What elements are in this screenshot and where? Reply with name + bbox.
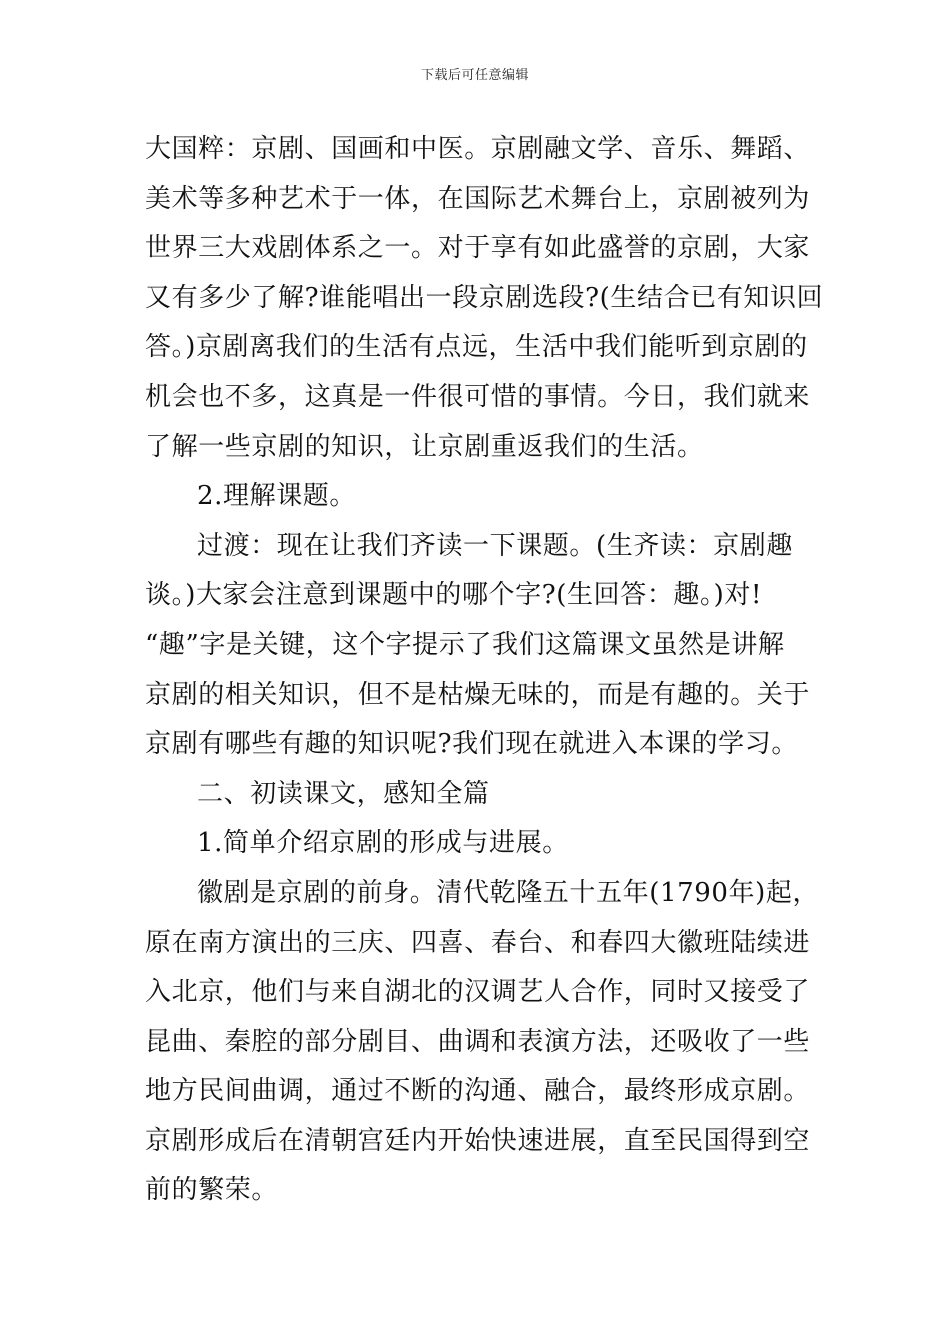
text-line: 徽剧是京剧的前身。清代乾隆五十五年(1790年)起，	[197, 877, 820, 908]
text-line: 原在南方演出的三庆、四喜、春台、和春四大徽班陆续进	[145, 927, 811, 958]
section-heading-understand-title	[145, 472, 810, 522]
text-line: 过渡：现在让我们齐读一下课题。(生齐读：京剧趣	[197, 530, 793, 561]
text-line: 答。)京剧离我们的生活有点远，生活中我们能听到京剧的	[145, 332, 808, 363]
section-heading-first-reading	[145, 770, 810, 820]
text-line: “趣”字是关键，这个字提示了我们这篇课文虽然是讲解	[145, 629, 785, 660]
text-line: 京剧的相关知识，但不是枯燥无味的，而是有趣的。关于	[145, 679, 811, 710]
paragraph-history	[145, 869, 820, 1216]
text-line: 昆曲、秦腔的部分剧目、曲调和表演方法，还吸收了一些	[145, 1026, 811, 1057]
document-body	[145, 125, 824, 1216]
text-line: 机会也不多，这真是一件很可惜的事情。今日，我们就来	[145, 381, 811, 412]
text-line: 1.简单介绍京剧的形成与进展。	[197, 828, 569, 859]
text-line: 美术等多种艺术于一体，在国际艺术舞台上，京剧被列为	[145, 183, 811, 214]
text-line: 前的繁荣。	[145, 1175, 279, 1206]
text-line: 谈。)大家会注意到课题中的哪个字?(生回答：趣。)对!	[145, 580, 763, 611]
text-line: 世界三大戏剧体系之一。对于享有如此盛誉的京剧，大家	[145, 233, 811, 264]
page-header: 下载后可任意编辑	[420, 68, 529, 83]
text-line: 大国粹：京剧、国画和中医。京剧融文学、音乐、舞蹈、	[145, 134, 811, 164]
paragraph-intro	[145, 125, 824, 472]
text-line: 了解一些京剧的知识，让京剧重返我们的生活。	[145, 431, 704, 462]
paragraph-transition	[145, 522, 810, 770]
text-line: 又有多少了解?谁能唱出一段京剧选段?(生结合已有知识回	[145, 282, 824, 313]
section-heading-introduction	[145, 819, 810, 869]
text-line: 入北京，他们与来自湖北的汉调艺人合作，同时又接受了	[145, 977, 811, 1008]
text-line: 地方民间曲调，通过不断的沟通、融合，最终形成京剧。	[145, 1076, 811, 1107]
text-line: 二、初读课文，感知全篇	[197, 778, 490, 809]
text-line: 京剧有哪些有趣的知识呢?我们现在就进入本课的学习。	[145, 729, 798, 760]
text-line: 2.理解课题。	[197, 481, 357, 512]
text-line: 京剧形成后在清朝宫廷内开始快速进展，直至民国得到空	[145, 1125, 811, 1156]
